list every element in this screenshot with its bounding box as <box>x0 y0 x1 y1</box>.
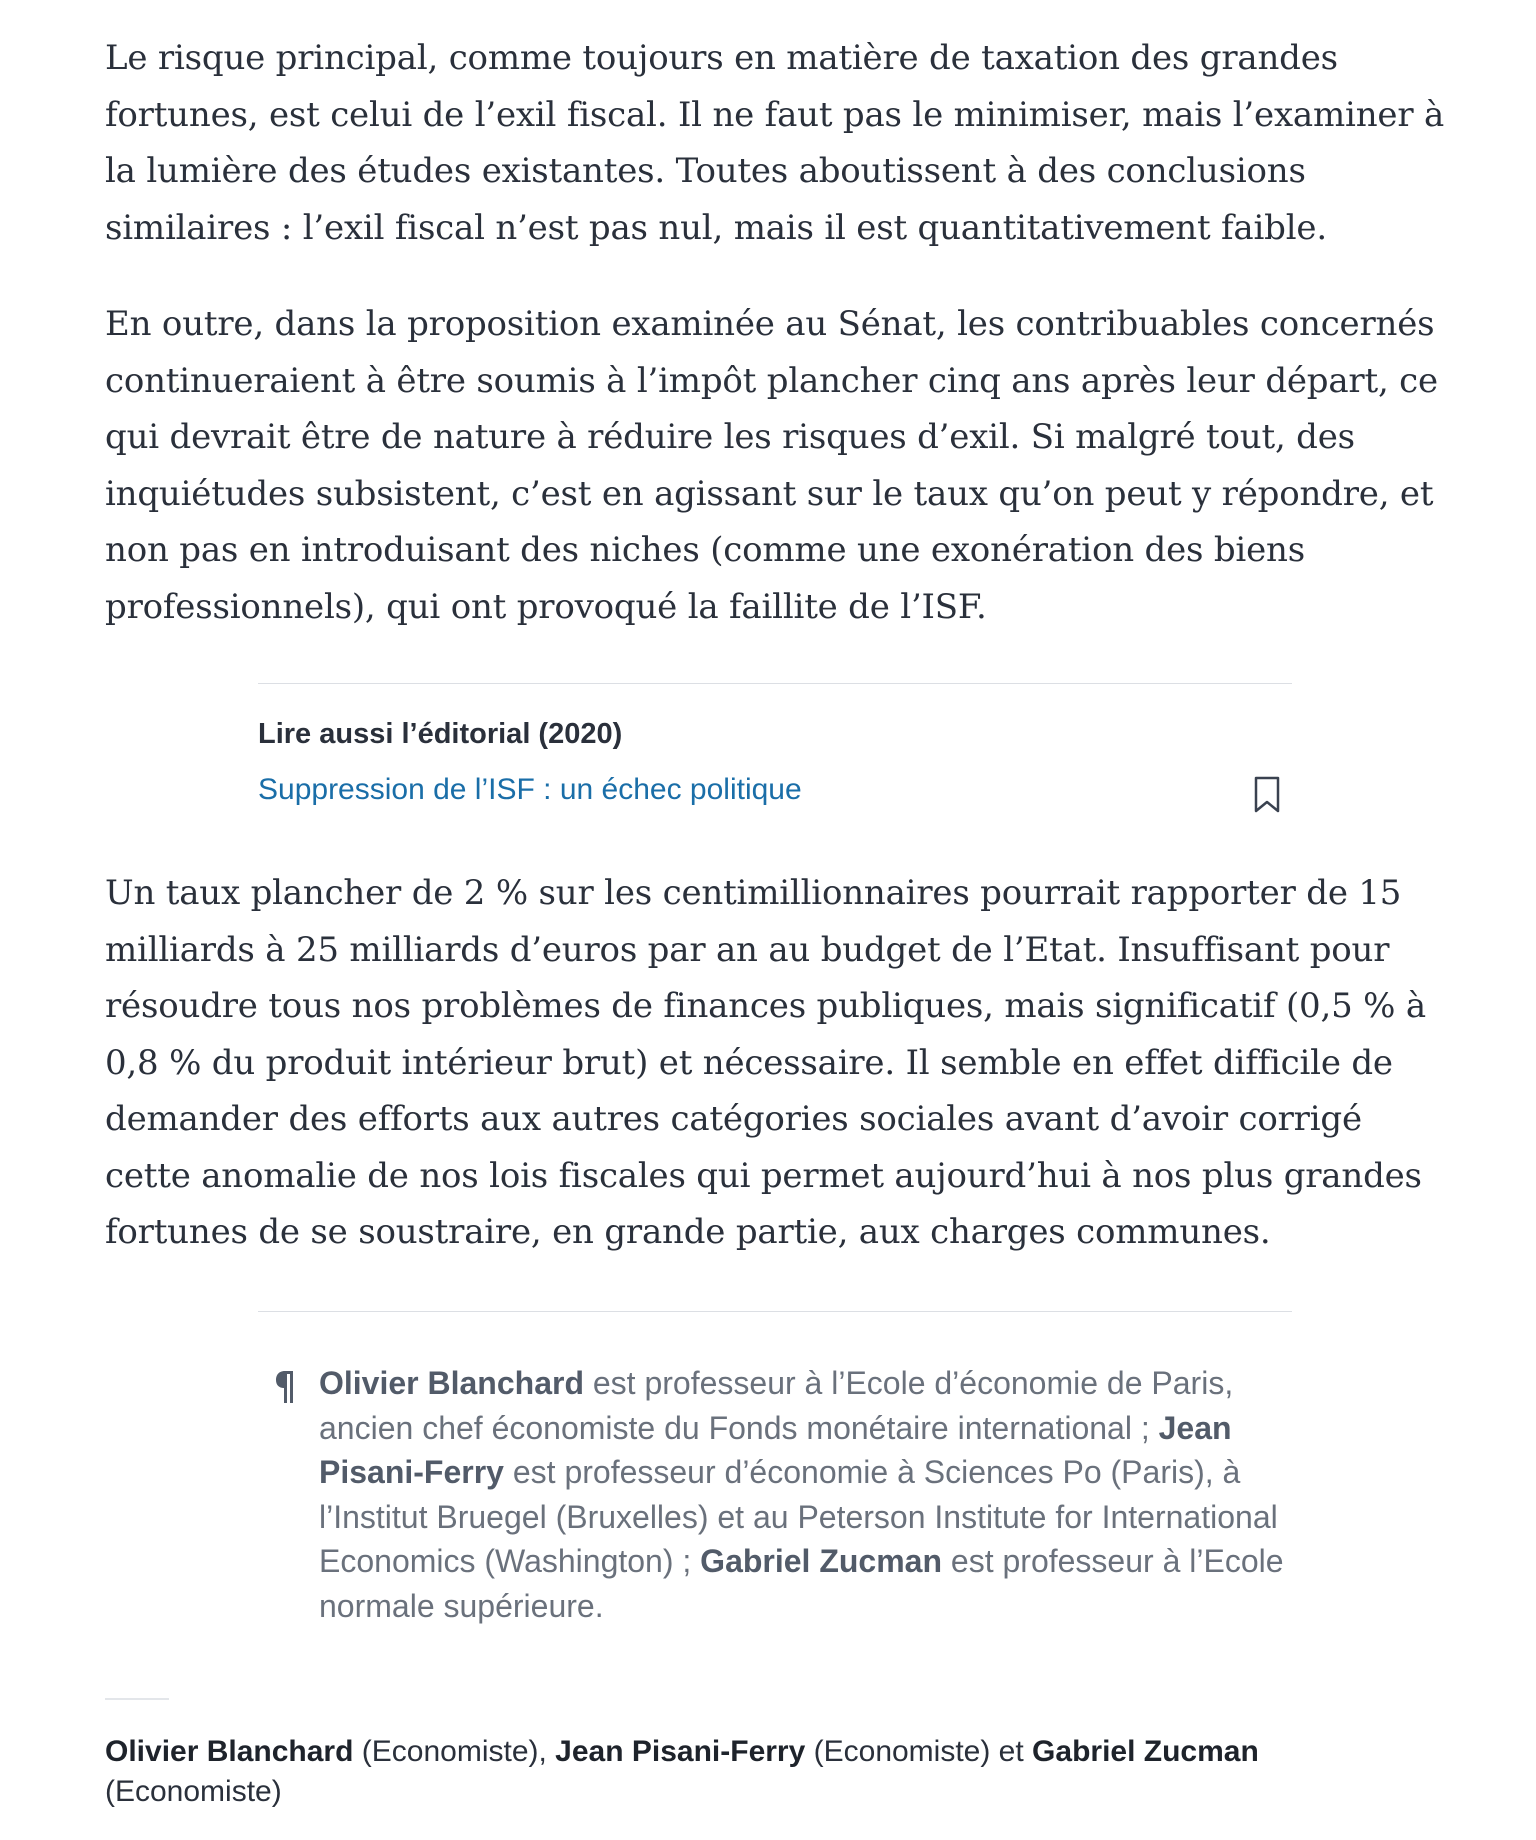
bio-name: Gabriel Zucman <box>700 1543 943 1579</box>
author-bio <box>275 1361 1295 1628</box>
author-role: (Economiste), <box>353 1735 556 1768</box>
article-body-continued <box>105 865 1450 1261</box>
bio-desc: est professeur d’économie à Sciences Po (Paris), à l’Institut Bruegel (Bruxelles) et au Peterson Institute for International Economics (Washington) ; <box>319 1454 1278 1579</box>
author-name[interactable]: Gabriel Zucman <box>1032 1735 1259 1768</box>
bio-desc: est professeur à l’Ecole d’économie de Paris, ancien chef économiste du Fonds monétaire international ; <box>319 1365 1234 1446</box>
author-role: (Economiste) et <box>805 1735 1033 1768</box>
article-paragraph: Le risque principal, comme toujours en matière de taxation des grandes fortunes, est celui de l’exil fiscal. Il ne faut pas le minimiser, mais l’examiner à la lumière des études existantes. Toutes aboutissent à des conclusions similaires : l’exil fiscal n’est pas nul, mais il est quantitativement faible. <box>105 38 1445 248</box>
author-name[interactable]: Jean Pisani-Ferry <box>555 1735 806 1768</box>
read-also-link[interactable]: Suppression de l’ISF : un échec politique <box>258 773 802 806</box>
article-paragraph: Un taux plancher de 2 % sur les centimillionnaires pourrait rapporter de 15 milliards à 25 milliards d’euros par an au budget de l’Etat. Insuffisant pour résoudre tous nos problèmes de finances publiques, mais significatif (0,5 % à 0,8 % du produit intérieur brut) et nécessaire. Il semble en effet difficile de demander des efforts aux autres catégories sociales avant d’avoir corrigé cette anomalie de nos lois fiscales qui permet aujourd’hui à nos plus grandes fortunes de se soustraire, en grande partie, aux charges communes. <box>105 873 1426 1252</box>
pilcrow-icon <box>275 1367 297 1407</box>
authors-rule <box>105 1698 169 1700</box>
article-paragraph: En outre, dans la proposition examinée au Sénat, les contribuables concernés continueraient à être soumis à l’impôt plancher cinq ans après leur départ, ce qui devrait être de nature à réduire les risques d’exil. Si malgré tout, des inquiétudes subsistent, c’est en agissant sur le taux qu’on peut y répondre, et non pas en introduisant des niches (comme une exonération des biens professionnels), qui ont provoqué la faillite de l’ISF. <box>105 304 1438 627</box>
bio-desc: est professeur à l’Ecole normale supérieure. <box>319 1543 1284 1624</box>
article-body <box>105 30 1450 635</box>
bookmark-icon[interactable] <box>1252 776 1282 814</box>
author-role: (Economiste) <box>105 1775 282 1808</box>
bio-name: Olivier Blanchard <box>319 1365 584 1401</box>
read-also-kicker: Lire aussi l’éditorial (2020) <box>258 718 623 750</box>
read-also-box <box>258 683 1292 834</box>
bio-name: Jean Pisani-Ferry <box>319 1409 1232 1490</box>
section-divider <box>258 1311 1292 1312</box>
bio-text <box>319 1361 1295 1628</box>
author-name[interactable]: Olivier Blanchard <box>105 1735 354 1768</box>
author-credits <box>105 1732 1405 1812</box>
